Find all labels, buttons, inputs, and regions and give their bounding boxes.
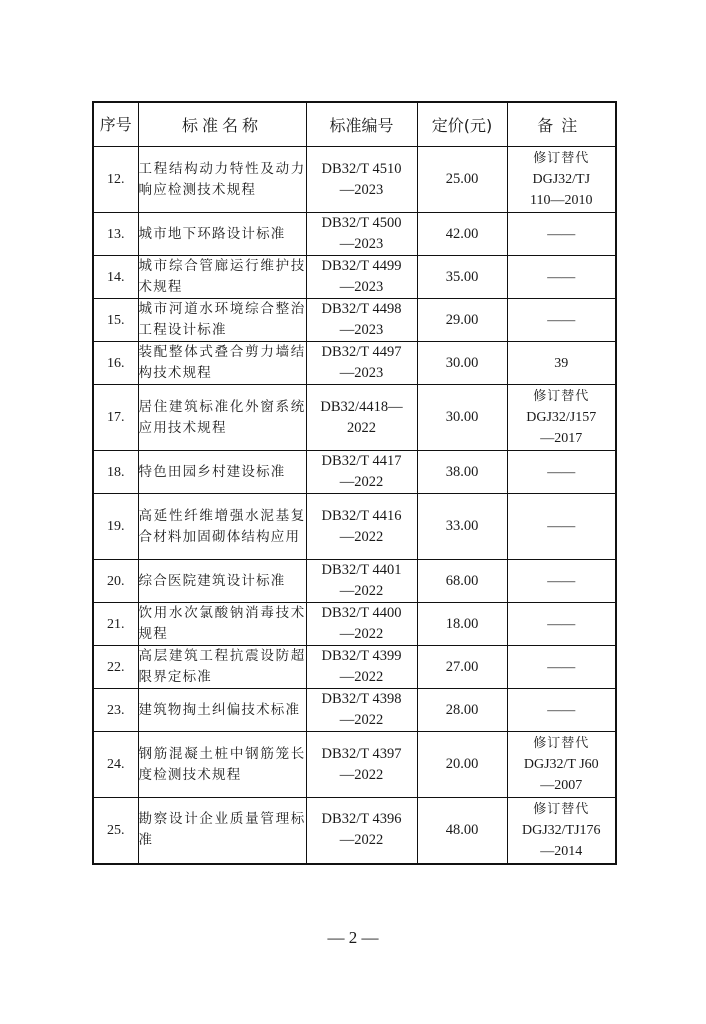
row-number: 15. xyxy=(93,299,138,342)
standard-note-line: 39 xyxy=(554,355,569,371)
standard-name: 高层建筑工程抗震设防超限界定标准 xyxy=(138,646,306,689)
standard-note xyxy=(507,213,616,256)
standard-note-line: —— xyxy=(547,702,576,718)
standard-name: 建筑物掏土纠偏技术标准 xyxy=(138,689,306,732)
standard-note-line: —2017 xyxy=(540,431,583,446)
standard-code-line: DB32/4418— xyxy=(320,398,403,415)
standard-note-line: —— xyxy=(547,464,576,480)
header-price: 定价(元) xyxy=(417,102,507,147)
standard-name: 居住建筑标准化外窗系统应用技术规程 xyxy=(138,385,306,451)
row-number: 18. xyxy=(93,451,138,494)
standard-code-line: —2023 xyxy=(339,236,384,252)
standard-code xyxy=(306,147,417,213)
standard-code-line: —2023 xyxy=(339,181,384,198)
header-name: 标准名称 xyxy=(138,102,306,147)
standard-code-line: —2022 xyxy=(339,626,384,642)
standard-price: 30.00 xyxy=(417,342,507,385)
standard-note xyxy=(507,689,616,732)
standard-code-line: DB32/T 4401 xyxy=(321,562,402,578)
row-number: 23. xyxy=(93,689,138,732)
standard-code-line: —2022 xyxy=(339,669,384,685)
standard-code-line: DB32/T 4396 xyxy=(321,811,402,828)
standard-price: 38.00 xyxy=(417,451,507,494)
standard-note-line: 修订替代 xyxy=(533,801,590,817)
table-row xyxy=(93,732,616,798)
standard-note-line: 修订替代 xyxy=(533,389,590,404)
table-row xyxy=(93,385,616,451)
standard-note-line: —— xyxy=(547,312,576,328)
table-row xyxy=(93,451,616,494)
standard-code xyxy=(306,385,417,451)
standard-code xyxy=(306,560,417,603)
standard-code xyxy=(306,494,417,560)
table-row xyxy=(93,798,616,864)
standard-code-line: —2023 xyxy=(339,365,384,381)
standard-code xyxy=(306,689,417,732)
standard-code-line: DB32/T 4397 xyxy=(321,745,402,762)
standard-code-line: DB32/T 4499 xyxy=(321,258,402,274)
standard-code-line: 2022 xyxy=(347,419,376,436)
standard-code-line: DB32/T 4416 xyxy=(321,507,402,524)
table-row xyxy=(93,342,616,385)
standard-note xyxy=(507,798,616,864)
standard-price: 35.00 xyxy=(417,256,507,299)
standards-table xyxy=(92,101,617,865)
table-row xyxy=(93,256,616,299)
standard-note-line: DGJ32/T J60 xyxy=(523,757,599,772)
standard-name: 工程结构动力特性及动力响应检测技术规程 xyxy=(138,147,306,213)
standard-note-line: —— xyxy=(547,659,576,675)
standard-name: 特色田园乡村建设标准 xyxy=(138,451,306,494)
standard-note-line: DGJ32/TJ176 xyxy=(521,822,601,838)
standard-code-line: DB32/T 4399 xyxy=(321,648,402,664)
standard-code xyxy=(306,798,417,864)
standard-note xyxy=(507,603,616,646)
standard-name: 高延性纤维增强水泥基复合材料加固砌体结构应用 xyxy=(138,494,306,560)
row-number: 13. xyxy=(93,213,138,256)
standard-note-line: —2014 xyxy=(540,843,583,859)
standard-note xyxy=(507,646,616,689)
standard-note-line: —— xyxy=(547,269,576,285)
standard-code xyxy=(306,451,417,494)
standard-price: 25.00 xyxy=(417,147,507,213)
standard-note xyxy=(507,299,616,342)
standard-note xyxy=(507,451,616,494)
header-note: 备注 xyxy=(507,102,616,147)
row-number: 22. xyxy=(93,646,138,689)
standard-name: 装配整体式叠合剪力墙结构技术规程 xyxy=(138,342,306,385)
standard-code xyxy=(306,646,417,689)
table-header-row xyxy=(93,102,616,147)
page-number: — 2 — xyxy=(327,928,379,947)
standard-name: 城市河道水环境综合整治工程设计标准 xyxy=(138,299,306,342)
standard-code xyxy=(306,213,417,256)
row-number: 16. xyxy=(93,342,138,385)
standard-note-line: —— xyxy=(547,519,576,534)
table-row xyxy=(93,494,616,560)
standard-code-line: —2022 xyxy=(339,474,384,490)
standard-code-line: —2022 xyxy=(339,712,384,728)
row-number: 24. xyxy=(93,732,138,798)
standard-name: 钢筋混凝土桩中钢筋笼长度检测技术规程 xyxy=(138,732,306,798)
standard-code-line: DB32/T 4498 xyxy=(321,301,402,317)
row-number: 14. xyxy=(93,256,138,299)
table-row xyxy=(93,147,616,213)
standard-name: 城市地下环路设计标准 xyxy=(138,213,306,256)
standard-code-line: —2022 xyxy=(339,528,384,545)
standard-code xyxy=(306,256,417,299)
table-body xyxy=(93,147,616,864)
standard-code-line: —2022 xyxy=(339,832,384,849)
table-row xyxy=(93,213,616,256)
standard-note xyxy=(507,385,616,451)
standard-price: 42.00 xyxy=(417,213,507,256)
standard-price: 33.00 xyxy=(417,494,507,560)
row-number: 21. xyxy=(93,603,138,646)
standard-code-line: DB32/T 4510 xyxy=(321,160,402,177)
standard-name: 综合医院建筑设计标准 xyxy=(138,560,306,603)
standard-name: 饮用水次氯酸钠消毒技术规程 xyxy=(138,603,306,646)
standard-price: 68.00 xyxy=(417,560,507,603)
standard-code-line: —2022 xyxy=(339,766,384,783)
standard-code xyxy=(306,732,417,798)
standard-note-line: 修订替代 xyxy=(533,151,590,166)
standard-code-line: DB32/T 4500 xyxy=(321,215,402,231)
standard-code-line: DB32/T 4400 xyxy=(321,605,402,621)
table-row xyxy=(93,689,616,732)
standard-note xyxy=(507,560,616,603)
standard-note-line: —2007 xyxy=(540,778,583,793)
table-row xyxy=(93,646,616,689)
standard-note xyxy=(507,732,616,798)
row-number: 25. xyxy=(93,798,138,864)
standard-note-line: —— xyxy=(547,616,576,632)
standard-code-line: DB32/T 4398 xyxy=(321,691,402,707)
standard-code-line: DB32/T 4497 xyxy=(321,344,402,360)
standard-note xyxy=(507,147,616,213)
row-number: 19. xyxy=(93,494,138,560)
standard-note xyxy=(507,342,616,385)
standard-price: 29.00 xyxy=(417,299,507,342)
standard-note-line: 修订替代 xyxy=(533,736,590,751)
standard-code-line: —2023 xyxy=(339,279,384,295)
standard-code-line: —2022 xyxy=(339,583,384,599)
table-row xyxy=(93,560,616,603)
standard-code xyxy=(306,299,417,342)
standard-note-line: —— xyxy=(547,573,576,589)
standard-price: 20.00 xyxy=(417,732,507,798)
standard-note-line: DGJ32/J157 xyxy=(526,410,597,425)
header-no: 序号 xyxy=(93,102,138,147)
header-code: 标准编号 xyxy=(306,102,417,147)
standard-code-line: —2023 xyxy=(339,322,384,338)
standard-price: 30.00 xyxy=(417,385,507,451)
standard-name: 勘察设计企业质量管理标准 xyxy=(138,798,306,864)
row-number: 17. xyxy=(93,385,138,451)
standard-code xyxy=(306,342,417,385)
standard-price: 27.00 xyxy=(417,646,507,689)
standard-note-line: DGJ32/TJ xyxy=(532,172,591,187)
standard-price: 48.00 xyxy=(417,798,507,864)
row-number: 12. xyxy=(93,147,138,213)
table-row xyxy=(93,603,616,646)
standard-note xyxy=(507,256,616,299)
standard-code-line: DB32/T 4417 xyxy=(321,453,402,469)
row-number: 20. xyxy=(93,560,138,603)
standard-note-line: —— xyxy=(547,226,576,242)
standard-note xyxy=(507,494,616,560)
standard-price: 18.00 xyxy=(417,603,507,646)
standard-note-line: 110—2010 xyxy=(530,193,593,208)
standard-code xyxy=(306,603,417,646)
standard-price: 28.00 xyxy=(417,689,507,732)
table-row xyxy=(93,299,616,342)
standard-name: 城市综合管廊运行维护技术规程 xyxy=(138,256,306,299)
